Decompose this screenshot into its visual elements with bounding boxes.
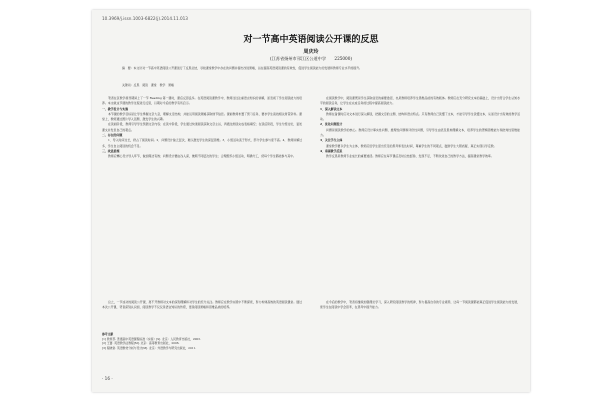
references	[102, 332, 522, 350]
section-heading: 三、改进措施	[102, 148, 120, 153]
keywords: 关键词：反思 阅读 课堂 教学 策略	[122, 83, 175, 87]
paragraph: 教师应精心设计导入环节，做到简洁有效；问题设计要由浅入深，兼顾不同层次的学生；合理组织小组活动，明确分工，使每个学生都能参与其中。	[108, 154, 296, 159]
article-title: 对一节高中英语阅读公开课的反思	[243, 35, 379, 45]
body-column-right	[320, 96, 520, 292]
section-heading: 一、教学设计与实施	[102, 106, 129, 111]
section-heading: 二、存在的问题	[102, 133, 123, 138]
subsection-heading: 4．重视教学反思	[320, 148, 343, 153]
page-number: · 16 ·	[102, 376, 113, 381]
paragraph: 在读前阶段，教师引导学生预测文章内容；在读中阶段，学生通过快速阅读获取文章主旨，再通过细读完成表格填空；在读后阶段，学生分组讨论，复述课文并发表自己的观点。	[102, 122, 302, 132]
paragraph: 笔者在区教学视导期间上了一节 Reading 第一课时，课后反思良多。在英语阅读课教学中，教师往往注重语言知识的讲解，而忽视了学生阅读能力的培养。本文就这节课的教学过程进行反思，以期对今后的教学有所启示。	[102, 96, 302, 106]
subsection-heading: 2．优化问题设计	[320, 122, 343, 127]
subsection-heading: 3．关注学生主体	[320, 138, 343, 143]
body-column-left	[102, 96, 302, 292]
paragraph: 1．导入时间过长，挤占了阅读时间。2．问题设计缺乏层次，难以激发学生的深层思维。3．小组活动流于形式，部分学生参与度不高。4．教师讲解过多，学生自主阅读的机会不足。	[102, 138, 302, 148]
reference-item: [2] 王蔷. 英语教学法教程[M]. 北京：高等教育出版社，2006.	[102, 341, 180, 346]
paragraph: 在今后的教学中，笔者将继续加强理论学习，深入研究阅读教学的规律，努力提高自身的专业素养，让每一节阅读课都能真正促进学生阅读能力的发展，使学生在阅读中学会思考，在思考中提升能力。	[320, 300, 520, 310]
doi-line: 10.3969/j.issn.1003-6822(j).2014.11.013	[102, 16, 188, 21]
subsection-heading: 1．深入解读文本	[320, 106, 343, 111]
paragraph: 总之，一节成功的阅读公开课，离不开教师对文本的深刻理解和对学生的充分关注。教师应在教学实践中不断探索，努力构建高效的英语阅读课堂。通过本次公开课，笔者深刻认识到，阅读教学不仅仅是语言知识的传授，更是阅读策略和思维品质的培养。	[102, 300, 302, 310]
paragraph: 课堂教学要以学生为主体，教师应给学生留出充足的思考和表达时间，尊重学生的不同观点，鼓励学生大胆质疑，真正实现以学定教。	[326, 143, 497, 148]
author-affiliation: (江苏省扬州市邗江区公道中学 225000)	[269, 56, 353, 61]
paragraph: 问题是阅读教学的核心。教师应设计事实性问题、推理性问题和评价性问题，引导学生由表及里地理解文本，培养学生的逻辑思维能力和批判性思维能力。	[320, 127, 520, 138]
reference-item: [1] 教育部. 普通高中英语课程标准（实验）[S]. 北京：人民教育出版社，2003.	[102, 336, 201, 341]
abstract: 摘 要：本文针对一节高中英语阅读公开课进行了反思总结，寻找课堂教学中存在的问题并提出改进策略，旨在提高英语阅读课的有效性，促进学生阅读能力的发展和教师专业水平的提升。	[122, 66, 362, 70]
paragraph: 教师在备课时应对文本进行深入解读，把握文章的主题、结构和语言特点。只有教师自己读懂了文本，才能引导学生读懂文本，从而设计出有效的教学活动。	[320, 111, 520, 122]
paragraph: 教学反思是教师专业成长的重要途径。教师应在每节课后及时总结经验、发现不足，不断改进自己的教学方法，提高课堂教学效率。	[326, 154, 494, 159]
references-title: 参考文献	[102, 332, 114, 336]
reference-item: [3] 程晓堂. 英语教材分析与设计[M]. 北京：外语教学与研究出版社，2011.	[102, 345, 197, 350]
author-name: 周庆玲	[303, 49, 319, 55]
paragraph: 在阅读教学中，阅读课既是学生获取信息的重要途径，也是教师培养学生思维品质的有效载体。教师应在充分研究文本的基础上，设计出符合学生认知水平的阅读任务，让学生在完成任务的过程中提高阅读能力。	[320, 96, 520, 106]
journal-page	[92, 10, 530, 392]
paragraph: 本节课的教学目标是让学生掌握文章大意，理解文章结构，并能运用阅读策略获取细节信息。课前教师布置了预习任务，要求学生查找相关背景资料。课堂上，教师通过图片导入话题，激发学生的兴趣。	[102, 111, 302, 122]
